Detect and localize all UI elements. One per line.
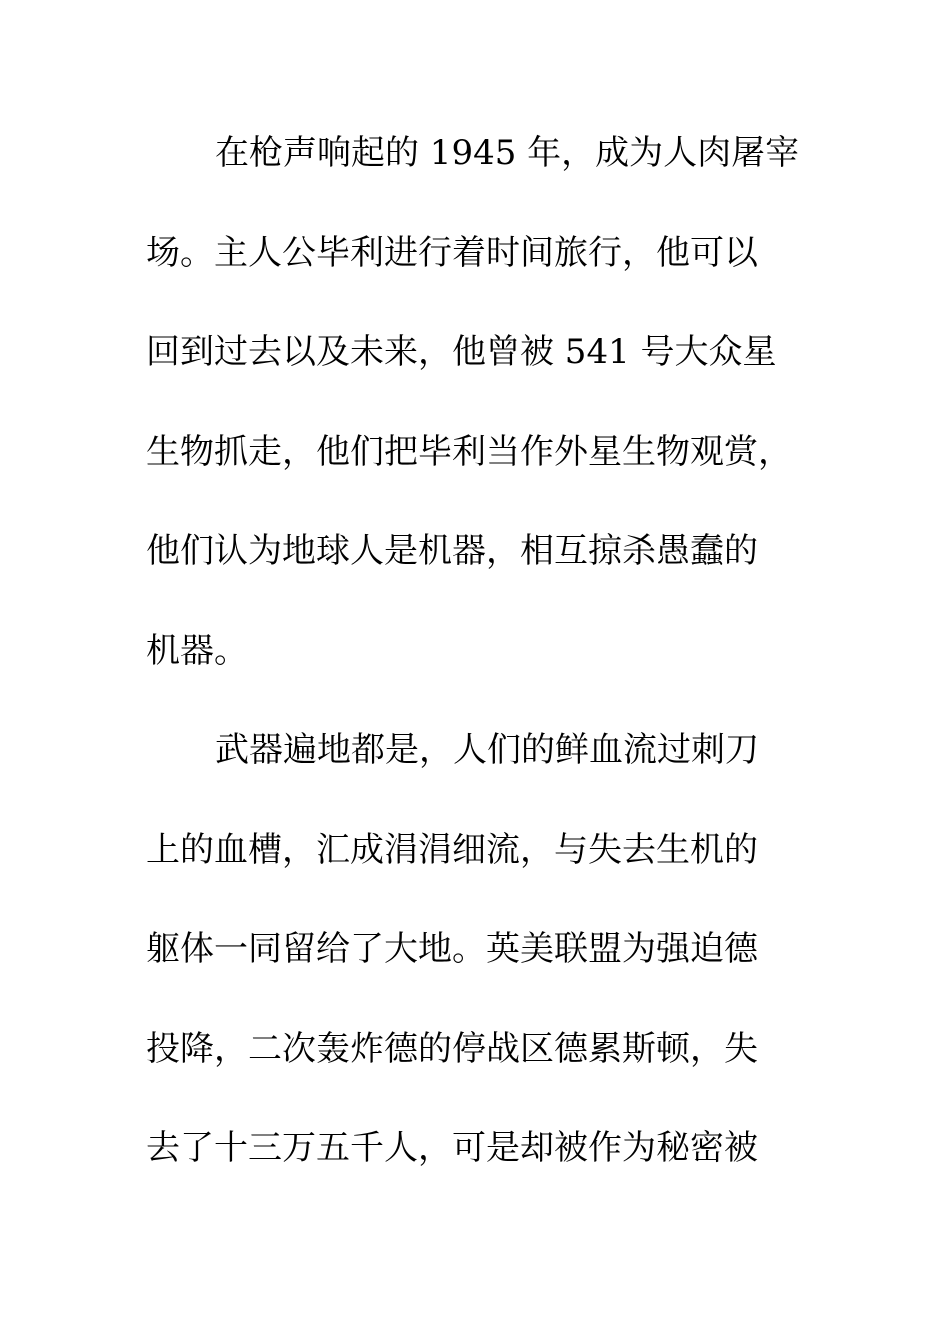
body-text bbox=[146, 122, 800, 1217]
text-line: 回到过去以及未来，他曾被 541 号大众星 bbox=[146, 332, 777, 372]
paragraph-1 bbox=[146, 122, 800, 719]
text-line: 投降，二次轰炸德的停战区德累斯顿，失 bbox=[146, 1028, 758, 1069]
text-line: 场。主人公毕利进行着时间旅行，他可以 bbox=[146, 232, 758, 273]
paragraph-2 bbox=[146, 719, 796, 1217]
text-line: 生物抓走，他们把毕利当作外星生物观赏， bbox=[146, 431, 792, 472]
text-line: 去了十三万五千人，可是却被作为秘密被 bbox=[146, 1128, 758, 1168]
text-line: 上的血槽，汇成涓涓细流，与失去生机的 bbox=[146, 829, 758, 870]
text-line: 机器。 bbox=[146, 630, 248, 671]
text-line: 他们认为地球人是机器，相互掠杀愚蠢的 bbox=[146, 531, 758, 571]
text-line: 在枪声响起的 1945 年，成为人肉屠宰 bbox=[215, 133, 800, 173]
text-line: 武器遍地都是，人们的鲜血流过刺刀 bbox=[215, 730, 759, 770]
text-line: 躯体一同留给了大地。英美联盟为强迫德 bbox=[146, 929, 758, 969]
